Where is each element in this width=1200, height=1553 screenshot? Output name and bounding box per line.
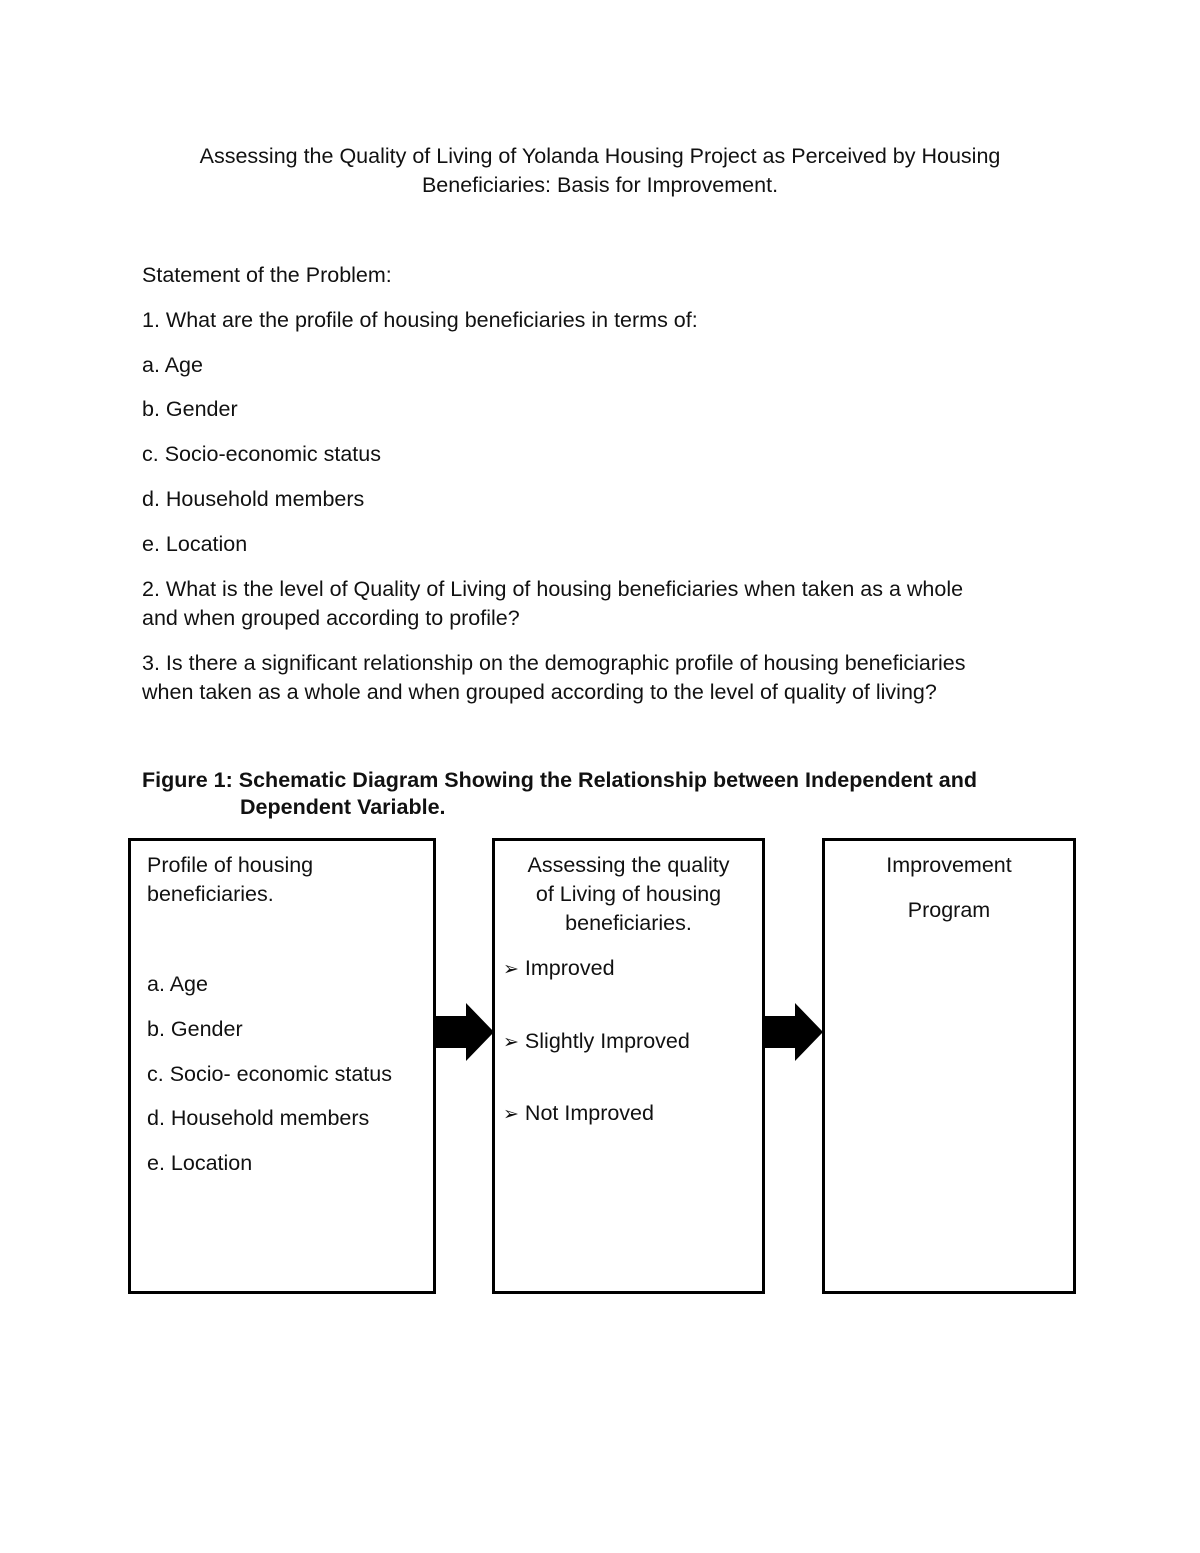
profile-box-item-household: d. Household members [147, 1106, 370, 1130]
profile-box-item-location: e. Location [147, 1151, 253, 1175]
arrowhead-bullet-icon: ➢ [503, 1032, 519, 1053]
figure-caption-line-1: Figure 1: Schematic Diagram Showing the Relationship between Independent and [142, 768, 978, 792]
bullet-improved [503, 954, 615, 984]
bullet-not-improved-label: Not Improved [524, 1101, 654, 1125]
q1-item-gender: b. Gender [142, 397, 238, 421]
bullet-slightly-improved [503, 1027, 690, 1057]
question-2-line-1: 2. What is the level of Quality of Living of housing beneficiaries when taken as a whole [142, 577, 964, 601]
profile-box-item-age: a. Age [147, 972, 208, 996]
title-line-1: Assessing the Quality of Living of Yolanda Housing Project as Perceived by Housing [199, 144, 1001, 168]
quality-box-heading-3: beneficiaries. [565, 911, 692, 935]
improvement-box-line-2: Program [907, 898, 991, 922]
arrowhead-bullet-icon: ➢ [503, 959, 519, 980]
arrow-right-icon [763, 1003, 825, 1061]
quality-box-heading-2: of Living of housing [535, 882, 722, 906]
profile-box-heading-1: Profile of housing [147, 853, 314, 877]
question-3-line-2: when taken as a whole and when grouped according to the level of quality of living? [142, 680, 937, 704]
arrowhead-bullet-icon: ➢ [503, 1104, 519, 1125]
profile-box-item-gender: b. Gender [147, 1017, 243, 1041]
improvement-box-line-1: Improvement [886, 853, 1012, 877]
quality-box-heading-1: Assessing the quality [527, 853, 730, 877]
improvement-program-box [822, 838, 1076, 1294]
quality-assessment-box [492, 838, 765, 1294]
arrow-right-icon [434, 1003, 496, 1061]
q1-item-age: a. Age [142, 353, 203, 377]
q1-item-location: e. Location [142, 532, 248, 556]
profile-box-heading-2: beneficiaries. [147, 882, 274, 906]
question-1: 1. What are the profile of housing beneficiaries in terms of: [142, 308, 698, 332]
q1-item-socio-economic: c. Socio-economic status [142, 442, 381, 466]
figure-caption [142, 767, 977, 821]
question-3-line-1: 3. Is there a significant relationship on the demographic profile of housing beneficiaries [142, 651, 966, 675]
bullet-slightly-improved-label: Slightly Improved [524, 1029, 690, 1053]
title-line-2: Beneficiaries: Basis for Improvement. [421, 173, 779, 197]
profile-box [128, 838, 436, 1294]
paper-title [120, 142, 1080, 200]
statement-heading: Statement of the Problem: [142, 263, 392, 287]
q1-item-household: d. Household members [142, 487, 365, 511]
question-2-line-2: and when grouped according to profile? [142, 606, 520, 630]
figure-caption-line-2: Dependent Variable. [240, 795, 446, 819]
profile-box-item-socio-economic: c. Socio- economic status [147, 1062, 392, 1086]
bullet-improved-label: Improved [524, 956, 615, 980]
bullet-not-improved [503, 1099, 654, 1129]
